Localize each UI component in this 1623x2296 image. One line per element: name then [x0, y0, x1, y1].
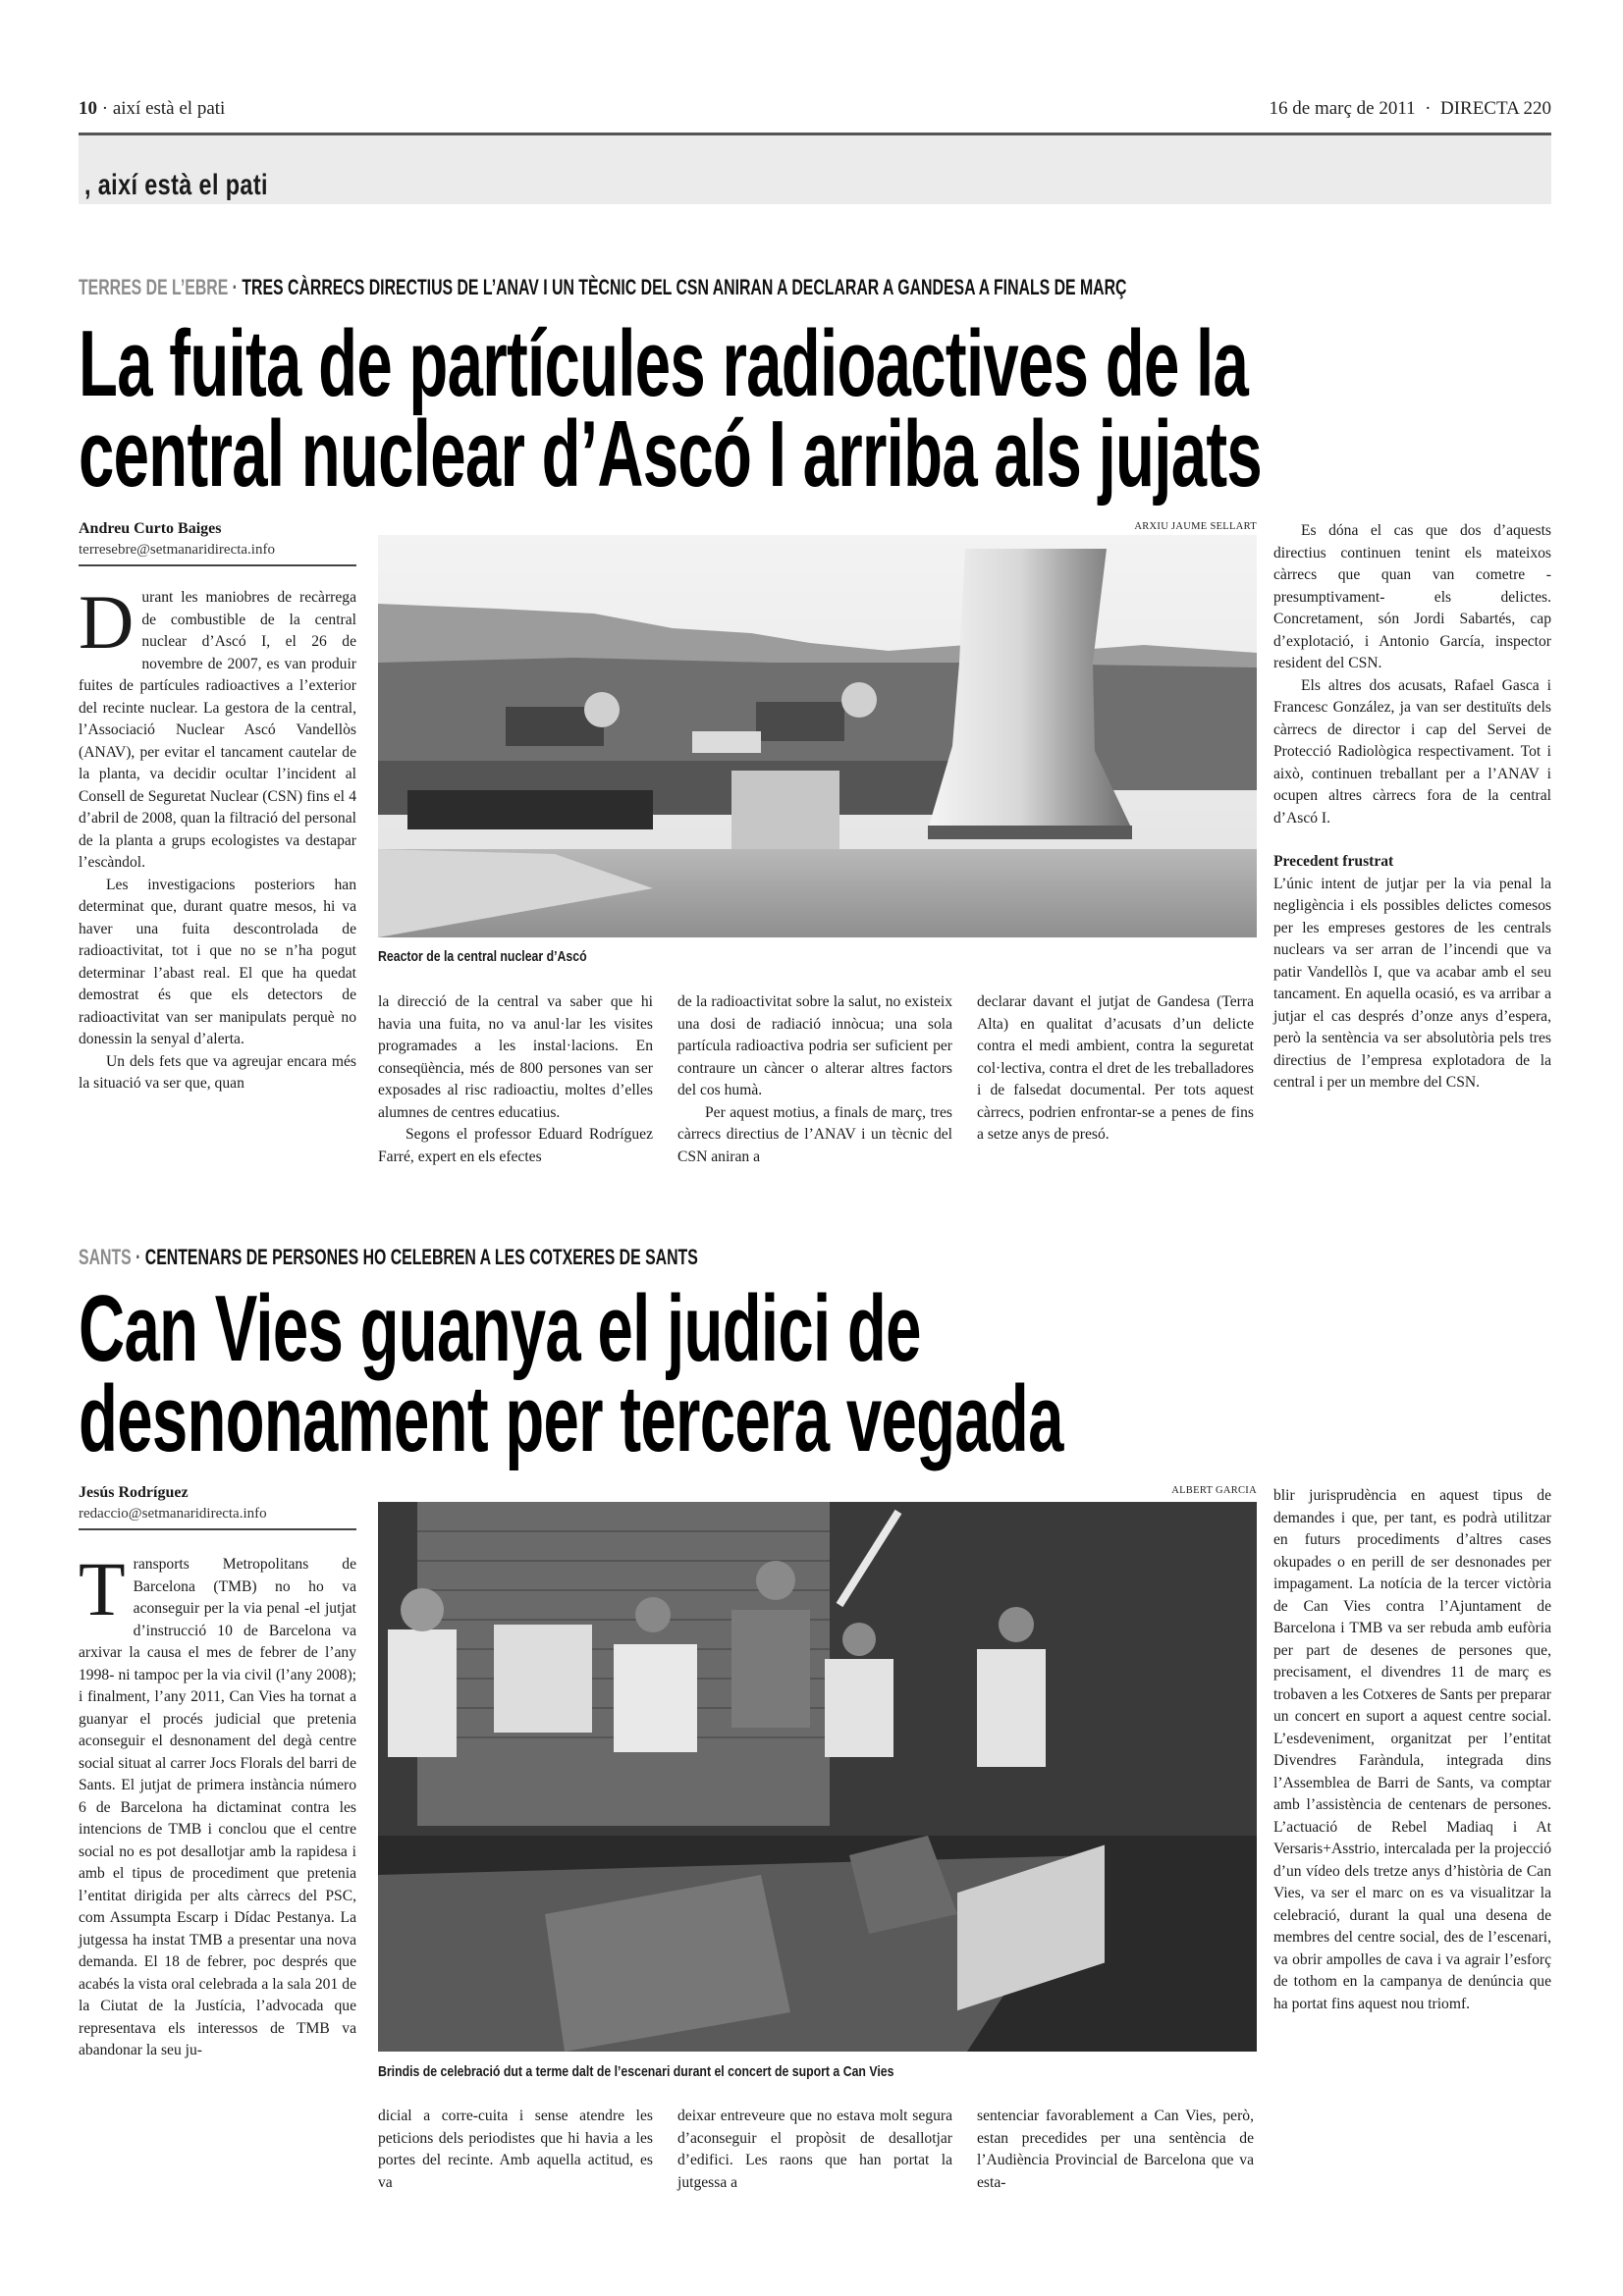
paragraph: Transports Metropolitans de Barcelona (TMB) no ho va aconseguir per la via penal -el jutjat d’instrucció 10 de Barcelona va arxivar la causa el mes de febrer de l’any 1998- ni tampoc per la via civil (l’any 2008); i finalment, l’any 2011, Can Vies ha tornat a guanyar el procés judicial que pretenia aconseguir el desnonament del degà centre social situat al carrer Jocs Florals del barri de Sants. El jutjat de primera instància número 6 de Barcelona ha dictaminat contra les intencions de TMB i conclou que el centre social no es pot desallotjar amb la rapidesa i amb el tipus de procediment que pretenia l’entitat dirigida per alts càrrecs del PSC, com Assumpta Escarp i Dídac Pestanya. La jutgessa ha instat TMB a presentar una nova demanda. El 18 de febrer, poc després que acabés la vista oral celebrada a la sala 201 de la Ciutat de la Justícia, l’advocada que representava els interessos de TMB va abandonar la seu ju- [79, 1546, 356, 2058]
author-email: redaccio@setmanaridirecta.info [79, 1506, 267, 1522]
concert-stage-photo [378, 1502, 1257, 2052]
nuclear-plant-photo [378, 535, 1257, 937]
headline-line-1: La fuita de partícules radioactives de la [79, 311, 1249, 416]
running-header-left [79, 98, 225, 120]
separator-dot: · [1425, 98, 1432, 119]
paragraph: dicial a corre-cuita i sense atendre les peticions dels periodistes que hi havia a les portes del recinte. Amb aquella actitud, es va [378, 2108, 653, 2191]
byline-rule [79, 1528, 356, 1530]
paragraph: Un dels fets que va agreujar encara més la situació va ser que, quan [79, 1052, 356, 1092]
headline-line-2: desnonament per tercera vegada [79, 1366, 1063, 1471]
article2-column-3 [677, 2106, 952, 2194]
paragraph: de la radioactivitat sobre la salut, no existeix una dosi de radiació innòcua; una sola partícula radioactiva podria ser suficient per contraure un càncer o alterar altres factors del cos humà. [677, 993, 952, 1098]
article2-kicker [79, 1245, 698, 1270]
article2-headline [79, 1276, 1063, 1471]
separator: · [101, 98, 109, 119]
article2-column-1 [79, 1546, 356, 2062]
kicker-separator: · [228, 275, 243, 299]
paragraph: Es dóna el cas que dos d’aquests directius continuen tenint els mateixos càrrecs que quan van cometre -presumptivament- els delictes. Concretament, són Jordi Sabartés, cap d’explotació, i Antonio García, inspector resident del CSN. [1273, 522, 1551, 671]
paragraph: declarar davant el jutjat de Gandesa (Terra Alta) en qualitat d’acusats d’un delicte contra el medi ambient, contra la seguretat col·lectiva, contra el dret de les treballadores i de falsedat documental. Per tots aquest càrrecs, podrien enfrontar-se a penes de fins a setze anys de presó. [977, 993, 1254, 1143]
photo-credit: ARXIU JAUME SELLART [1134, 521, 1257, 532]
paragraph: Els altres dos acusats, Rafael Gasca i Francesc González, ja van ser destituïts dels càrrecs de director i cap del Servei de Protecció Radiològica respectivament. Tot i això, continuen treballant per a l’ANAV i ocupen altres càrrecs fora de la central d’Ascó I. [1273, 676, 1551, 827]
kicker-text: CENTENARS DE PERSONES HO CELEBREN A LES COTXERES DE SANTS [144, 1245, 698, 1269]
photo-caption: Reactor de la central nuclear d’Ascó [378, 948, 587, 965]
author-email: terresebre@setmanaridirecta.info [79, 542, 275, 558]
running-header-right [1270, 98, 1551, 120]
article2-column-5 [1273, 1485, 1551, 2015]
paragraph: blir jurisprudència en aquest tipus de demandes i que, per tant, es podrà utilitzar en futurs procediments d’altres cases okupades o en perill de ser desnonades per impagament. La notícia de la tercer victòria de Can Vies contra l’Ajuntament de Barcelona i TMB va ser rebuda amb eufòria per part de desenes de persones que, precisament, el divendres 11 de març es trobaven a les Cotxeres de Sants per preparar un concert en suport a aquest centre social. L’esdeveniment, organitzat per l’entitat Divendres Faràndula, integrada dins l’Assemblea de Barri de Sants, va comptar amb l’assistència de centenars de persones. L’actuació de Rebel Madiaq i At Versaris+Asstrio, intercalada per la projecció d’un vídeo dels tretze anys d’història de Can Vies, va ser el marc on es va visualitzar la celebració, durant la qual una desena de membres del centre social, des de l’escenari, va obrir ampolles de cava i va agrair l’esforç de tothom en la campanya de denúncia que ha portat fins aquest nou triomf. [1273, 1487, 1551, 2012]
celebration-image [378, 1502, 1257, 2052]
article1-column-2 [378, 991, 653, 1168]
cooling-tower-image [378, 535, 1257, 937]
section-band [79, 135, 1551, 204]
paragraph: la direcció de la central va saber que hi havia una fuita, no va anul·lar les visites programades a les instal·lacions. En conseqüència, més de 800 persones van ser exposades al risc radioactiu, moltes d’elles alumnes de centres educatius. [378, 993, 653, 1121]
article1-column-3 [677, 991, 952, 1168]
kicker-text: TRES CÀRRECS DIRECTIUS DE L’ANAV I UN TÈCNIC DEL CSN ANIRAN A DECLARAR A GANDESA A FINALS DE MARÇ [242, 275, 1127, 299]
article1-column-1 [79, 579, 356, 1095]
byline-rule [79, 564, 356, 566]
headline-line-1: Can Vies guanya el judici de [79, 1276, 921, 1381]
drop-cap: T [79, 1546, 126, 1631]
page-number: 10 [79, 98, 97, 119]
paragraph: Durant les maniobres de recàrrega de combustible de la central nuclear d’Ascó I, el 26 de novembre de 2007, es van produir fuites de partícules radioactives a l’exterior del recinte nuclear. La gestora de la central, l’Associació Nuclear Ascó Vandellòs (ANAV), per evitar el tancament cautelar de la planta, va decidir ocultar l’incident al Consell de Seguretat Nuclear (CSN) fins el 4 d’abril de 2008, quan la filtració del personal de la planta a grups ecologistes va destapar l’escàndol. [79, 579, 356, 871]
drop-cap: D [79, 579, 135, 665]
issue-date: 16 de març de 2011 [1269, 98, 1416, 119]
photo-credit: ALBERT GARCIA [1171, 1485, 1257, 1496]
paragraph: Segons el professor Eduard Rodríguez Farré, expert en els efectes [378, 1126, 653, 1165]
photo-caption: Brindis de celebració dut a terme dalt de l’escenari durant el concert de suport a Can Vies [378, 2063, 894, 2080]
headline-line-2: central nuclear d’Ascó I arriba als jujats [79, 401, 1263, 507]
article2-column-4 [977, 2106, 1254, 2194]
subheading: Precedent frustrat [1273, 853, 1394, 870]
article1-column-4 [977, 991, 1254, 1147]
paragraph: sentenciar favorablement a Can Vies, però, estan precedides per una sentència de l’Audiència Provincial de Barcelona que va esta- [977, 2108, 1254, 2191]
kicker-separator: · [131, 1245, 145, 1269]
paragraph: Per aquest motius, a finals de març, tres càrrecs directius de l’ANAV i un tècnic del CSN aniran a [677, 1103, 952, 1165]
article1-kicker [79, 275, 1127, 300]
publication-issue: DIRECTA 220 [1439, 98, 1551, 119]
section-label: , així està el pati [84, 169, 268, 201]
author-name: Andreu Curto Baiges [79, 520, 222, 537]
article1-headline [79, 311, 1263, 507]
section-name: així està el pati [112, 98, 226, 119]
article2-column-2 [378, 2106, 653, 2194]
article1-column-5 [1273, 520, 1551, 1095]
paragraph: deixar entreveure que no estava molt segura d’aconseguir el propòsit de desallotjar d’edifici. Les raons que han portat la jutgessa a [677, 2108, 952, 2191]
article2-byline [79, 1484, 356, 1530]
kicker-place: TERRES DE L’EBRE [79, 275, 229, 299]
author-name: Jesús Rodríguez [79, 1484, 189, 1501]
kicker-place: SANTS [79, 1245, 132, 1269]
paragraph: Les investigacions posteriors han determinat que, durant quatre mesos, hi va haver una fuita descontrolada de radioactivitat, tot i que no se n’ha pogut determinar l’abast real. El que ha quedat demostrat és que els detectors de radioactivitat van ser manipulats perquè no donessin la senyal d’alerta. [79, 876, 356, 1047]
paragraph: L’únic intent de jutjar per la via penal la negligència i els possibles delictes comesos per les empreses gestores de les centrals nuclears va ser arran de l’incendi que va patir Vandellòs I, que va acabar amb el seu tancament. En aquella ocasió, es va arribar a jutjar el cas després d’onze anys d’espera, però la sentència va ser absolutòria pels tres directius de l’empresa explotadora de la central i per un membre del CSN. [1273, 875, 1551, 1091]
article1-byline [79, 520, 356, 566]
